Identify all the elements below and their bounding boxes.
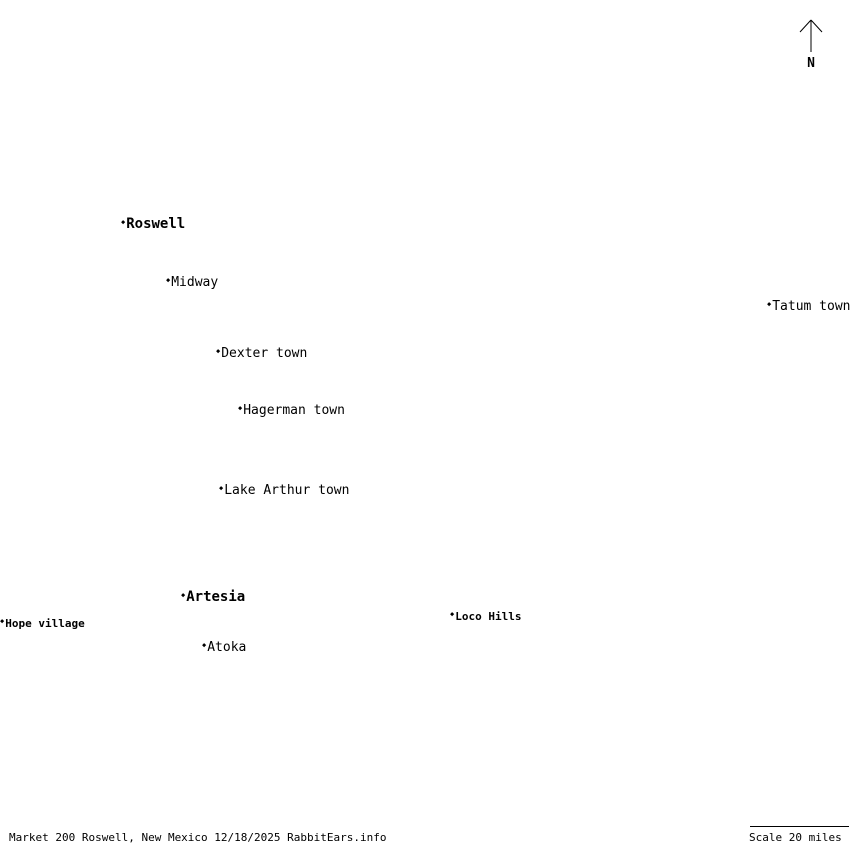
town-dexter[interactable] [216,344,307,360]
town-marker-icon: ◆ [767,300,772,308]
town-atoka[interactable] [202,638,246,654]
town-marker-icon: ◆ [219,484,224,492]
town-marker-icon: ◆ [166,276,171,284]
town-label: Atoka [207,640,247,655]
town-marker-icon: ◆ [202,641,207,649]
town-label: Loco Hills [455,610,522,623]
town-label: Hope village [5,617,85,630]
town-marker-icon: ◆ [238,404,243,412]
town-artesia[interactable] [181,588,245,604]
north-label: N [807,56,815,71]
north-arrow [799,18,823,74]
map-caption: Market 200 Roswell, New Mexico 12/18/2025 RabbitEars.info [9,831,387,844]
town-label: Tatum town [772,299,850,314]
town-marker-icon: ◆ [450,610,455,618]
town-roswell[interactable] [121,215,185,231]
town-label: Dexter town [221,346,308,361]
town-marker-icon: ◆ [0,617,5,625]
scale-label: Scale 20 miles [749,831,842,844]
town-marker-icon: ◆ [121,218,126,226]
town-label: Roswell [126,216,186,232]
north-arrow-icon [799,18,823,54]
town-label: Lake Arthur town [224,483,350,498]
town-loco-hills[interactable] [450,607,521,623]
town-midway[interactable] [166,273,218,289]
town-label: Artesia [186,589,246,605]
town-hope[interactable] [0,614,85,630]
town-marker-icon: ◆ [216,347,221,355]
town-marker-icon: ◆ [181,591,186,599]
town-label: Hagerman town [243,403,345,418]
town-label: Midway [171,275,219,290]
town-lake-arthur[interactable] [219,481,349,497]
scale-bar [750,826,849,827]
town-tatum[interactable] [767,297,850,313]
town-hagerman[interactable] [238,401,345,417]
